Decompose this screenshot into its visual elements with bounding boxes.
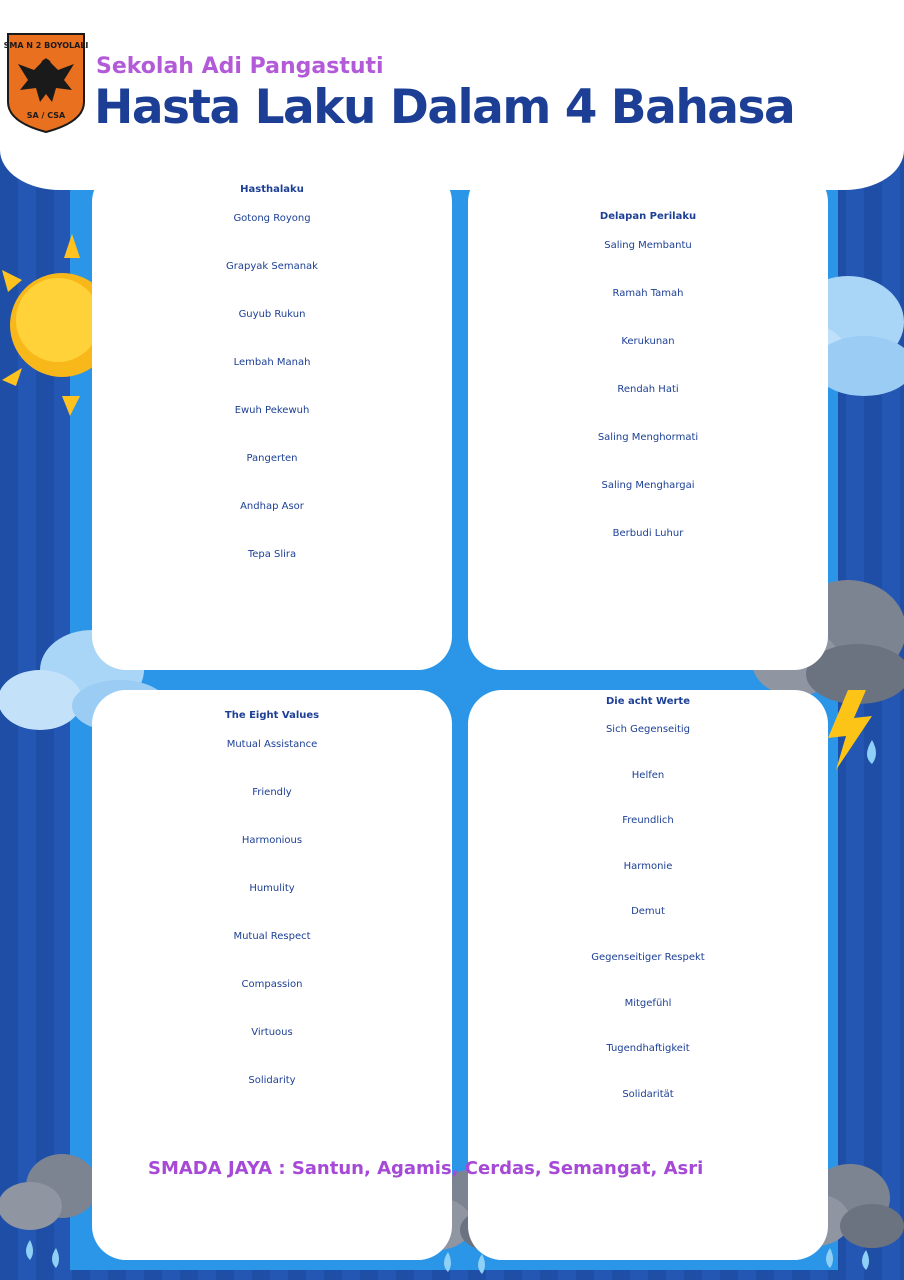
list-item: Rendah Hati: [617, 384, 679, 395]
list-item: Compassion: [241, 979, 303, 990]
panel-delapan-perilaku: [468, 168, 828, 670]
storm-cloud-icon: [0, 1140, 100, 1280]
list-item: Humulity: [249, 883, 295, 894]
list-item: Virtuous: [251, 1027, 293, 1038]
panel-heading: Hasthalaku: [240, 184, 304, 195]
list-item: Saling Menghormati: [597, 432, 699, 443]
list-item: Demut: [631, 906, 665, 918]
list-item: Ewuh Pekewuh: [234, 405, 310, 416]
list-item: Saling Menghargai: [601, 480, 695, 491]
panel-heading: Die acht Werte: [606, 696, 690, 707]
list-item: Ramah Tamah: [612, 288, 684, 299]
value-list: [92, 721, 452, 1105]
list-item: Tepa Slira: [247, 549, 297, 560]
footer-motto: SMADA JAYA : Santun, Agamis, Cerdas, Semangat, Asri: [148, 1158, 704, 1179]
list-item: Kerukunan: [621, 336, 675, 347]
list-item: Andhap Asor: [240, 501, 304, 512]
list-item: Solidarität: [622, 1088, 674, 1100]
list-item: Gotong Royong: [233, 213, 311, 224]
sun-icon: [0, 230, 100, 420]
logo-text-bottom: SA / CSA: [26, 111, 66, 120]
page-title: Hasta Laku Dalam 4 Bahasa: [94, 80, 795, 135]
list-item: Grapyak Semanak: [226, 261, 318, 272]
panel-heading: The Eight Values: [224, 710, 320, 721]
list-item: Gegenseitiger Respekt: [591, 951, 705, 963]
list-item: Berbudi Luhur: [612, 528, 684, 539]
logo-text-top: SMA N 2 BOYOLALI: [4, 41, 88, 50]
school-subtitle: Sekolah Adi Pangastuti: [96, 54, 384, 79]
list-item: Saling Membantu: [604, 240, 692, 251]
list-item: Mitgefühl: [624, 997, 672, 1009]
list-item: Lembah Manah: [233, 357, 311, 368]
list-item: Pangerten: [246, 453, 298, 464]
panel-hasthalaku: [92, 168, 452, 670]
list-item: Mutual Respect: [233, 931, 311, 942]
list-item: Sich Gegenseitig: [605, 724, 691, 735]
list-item: Friendly: [252, 787, 292, 798]
list-item: Tugendhaftigkeit: [606, 1043, 690, 1055]
list-item: Mutual Assistance: [226, 739, 318, 750]
value-list: [92, 195, 452, 579]
list-item: Helfen: [631, 769, 665, 781]
panel-heading: Delapan Perilaku: [599, 211, 697, 222]
list-item: Harmonie: [623, 860, 673, 872]
list-item: Solidarity: [248, 1075, 296, 1086]
list-item: Guyub Rukun: [238, 309, 306, 320]
school-logo: [4, 30, 88, 134]
value-list: [468, 222, 828, 558]
value-list: [468, 707, 828, 1117]
list-item: Freundlich: [622, 815, 674, 827]
list-item: Harmonious: [241, 835, 303, 846]
